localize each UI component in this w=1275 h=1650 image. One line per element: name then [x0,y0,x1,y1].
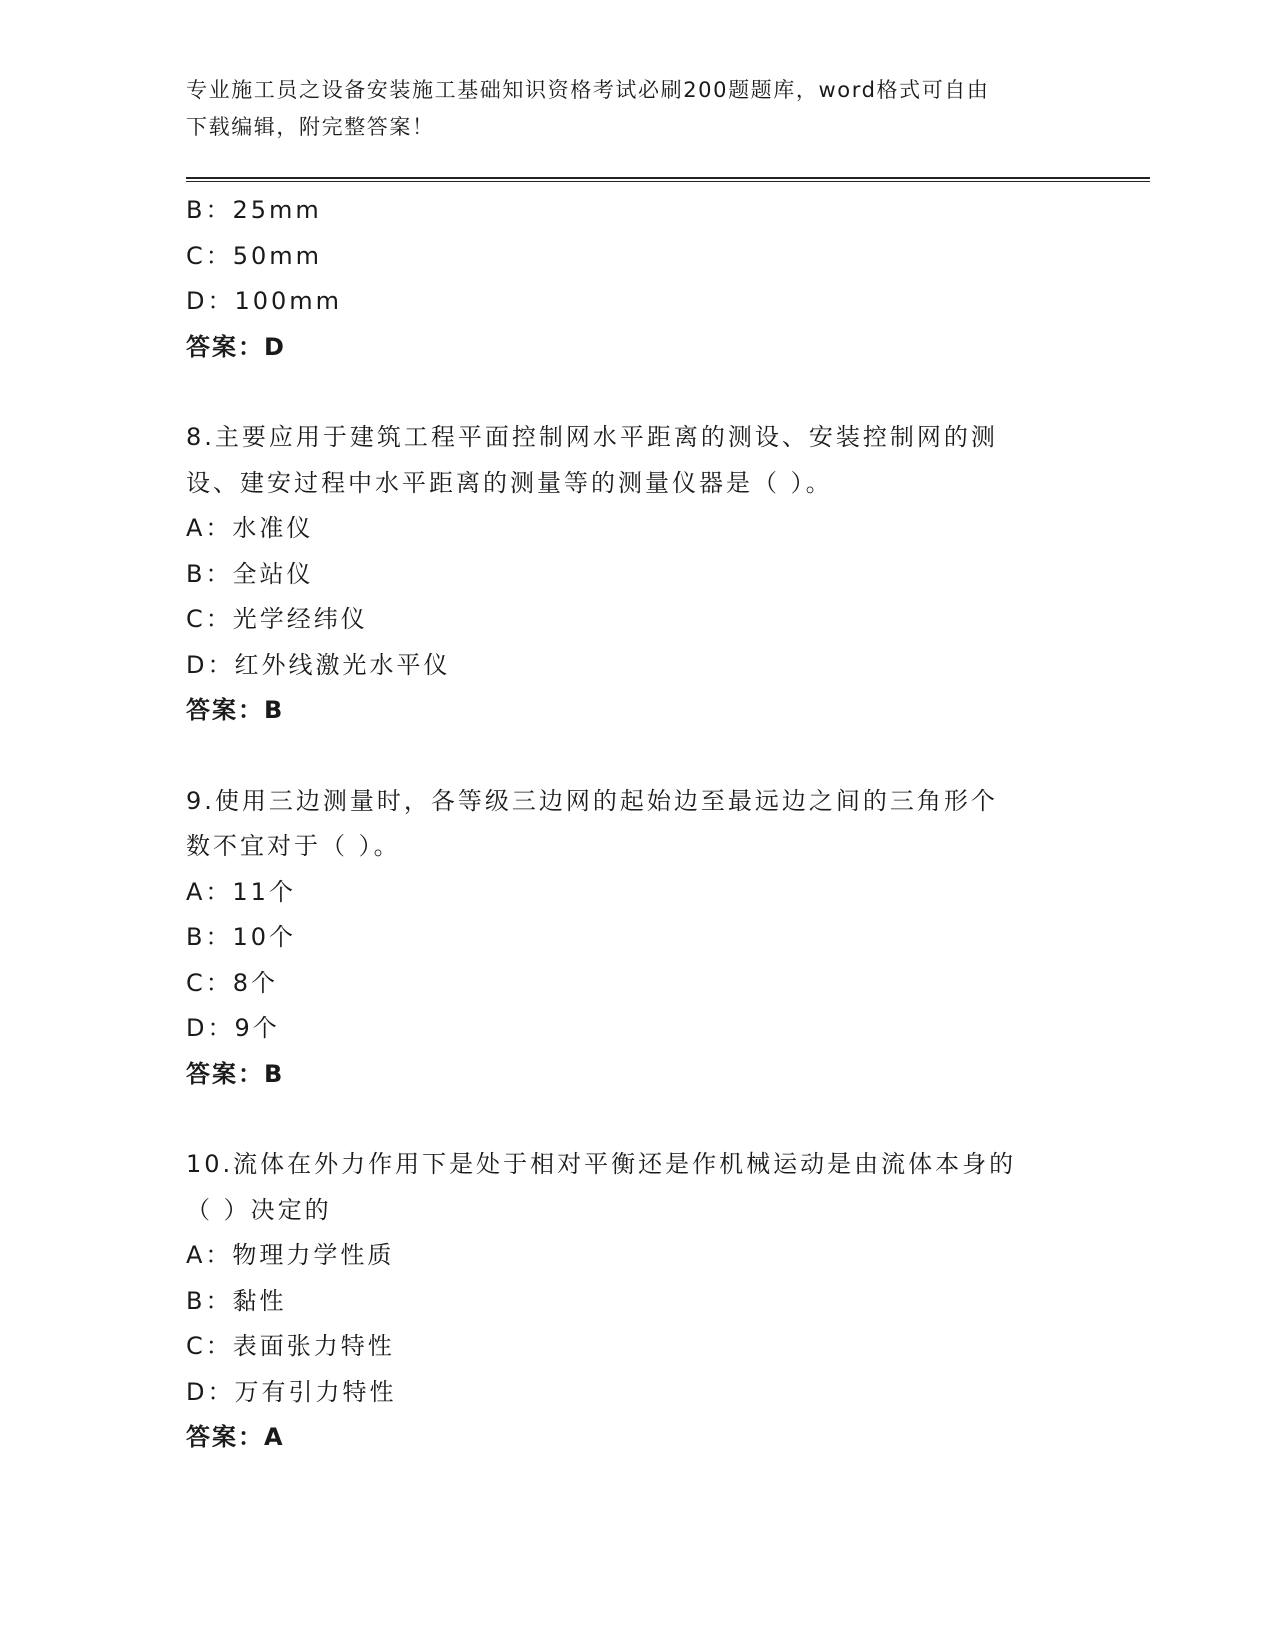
question-8 [186,415,1086,734]
header-title-line-2: 下载编辑，附完整答案！ [186,115,435,139]
option-c: C：光学经纬仪 [186,605,368,633]
answer-line: 答案：B [186,1059,285,1088]
answer-line: 答案：D [186,332,286,361]
header-title-line-1: 专业施工员之设备安装施工基础知识资格考试必刷200题题库，word格式可自由 [186,78,990,102]
option-a: A：物理力学性质 [186,1241,395,1269]
option-d: D：红外线激光水平仪 [186,650,451,679]
question-9 [186,779,1086,1098]
option-b: B：25mm [186,196,322,224]
option-c: C：8个 [186,968,279,997]
question-10 [186,1142,1086,1461]
question-7-continued [186,188,1086,370]
question-stem-line-2: 设、建安过程中水平距离的测量等的测量仪器是（ ）。 [186,468,833,497]
option-d: D：100mm [186,287,343,315]
option-c: C：表面张力特性 [186,1332,395,1360]
document-header [186,72,1066,146]
question-stem-line-2: （ ）决定的 [186,1195,332,1224]
answer-line: 答案：B [186,696,285,724]
option-a: A：水准仪 [186,514,314,542]
question-stem-line-2: 数不宜对于（ ）。 [186,832,401,860]
header-divider [186,177,1150,182]
question-stem-line-1: 10.流体在外力作用下是处于相对平衡还是作机械运动是由流体本身的 [186,1150,1017,1178]
option-b: B：10个 [186,923,297,951]
question-list [186,188,1086,1461]
question-spacer [186,370,1086,415]
answer-line: 答案：A [186,1423,285,1451]
question-spacer [186,734,1086,779]
option-d: D：万有引力特性 [186,1377,397,1406]
option-d: D：9个 [186,1014,280,1042]
option-b: B：黏性 [186,1286,287,1315]
question-stem-line-1: 8.主要应用于建筑工程平面控制网水平距离的测设、安装控制网的测 [186,423,998,451]
option-b: B：全站仪 [186,559,314,588]
option-c: C：50mm [186,241,323,270]
question-spacer [186,1097,1086,1142]
option-a: A：11个 [186,877,296,906]
question-stem-line-1: 9.使用三边测量时，各等级三边网的起始边至最远边之间的三角形个 [186,786,998,815]
